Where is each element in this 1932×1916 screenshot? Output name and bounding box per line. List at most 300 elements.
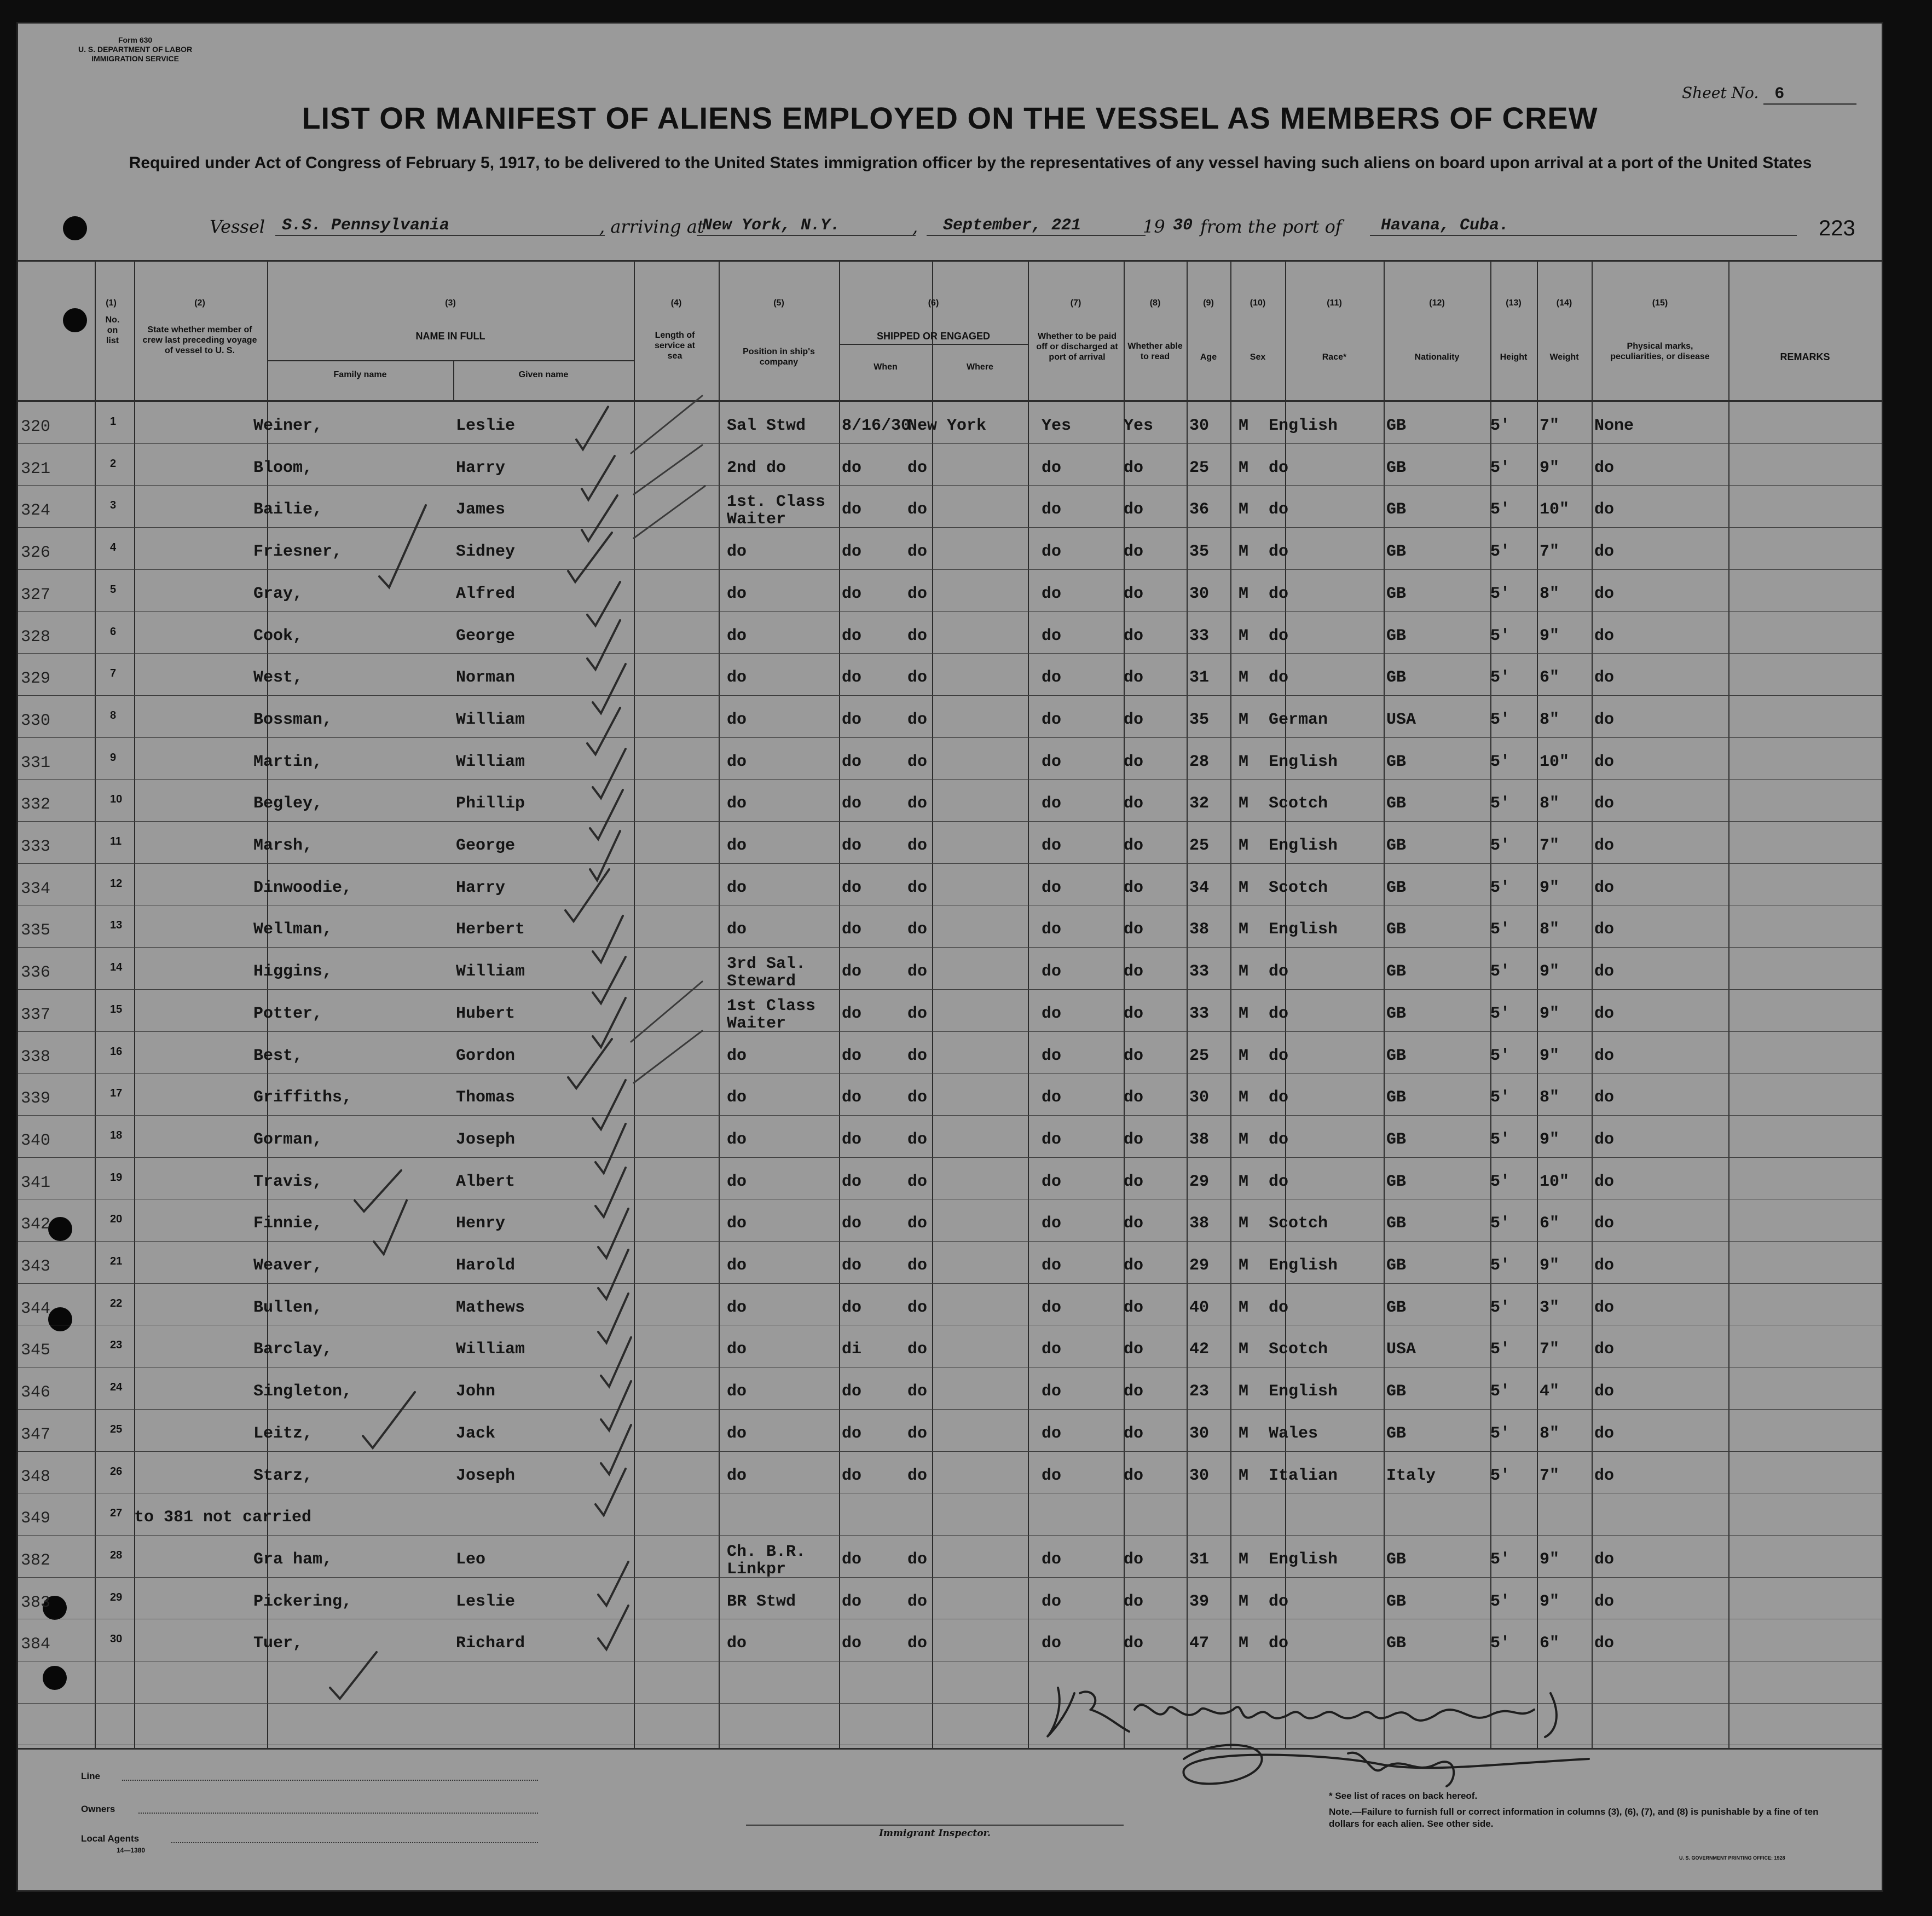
cell-paid: do: [1042, 626, 1062, 645]
cell-height: 5': [1490, 836, 1511, 855]
cell-given: Mathews: [456, 1298, 525, 1317]
when-header: When: [874, 362, 898, 372]
cell-no: 23: [110, 1339, 123, 1352]
check-mark-icon: [330, 1652, 377, 1699]
cell-weight: 7": [1540, 836, 1560, 855]
cell-weight: 9": [1540, 1130, 1560, 1149]
cell-family: Pickering,: [253, 1592, 352, 1611]
cell-ref: 341: [21, 1173, 51, 1192]
page-title: LIST OR MANIFEST OF ALIENS EMPLOYED ON THE VESSEL AS MEMBERS OF CREW: [302, 101, 1598, 135]
line-fill: [122, 1780, 538, 1781]
cell-given: George: [456, 836, 516, 855]
cell-read: do: [1124, 1088, 1144, 1107]
cell-no: 4: [110, 541, 117, 554]
col4-num: (4): [670, 298, 682, 308]
cell-height: 5': [1490, 1382, 1511, 1401]
col12-header: Nationality: [1414, 353, 1460, 362]
cell-height: 5': [1490, 920, 1511, 939]
cell-sex: M: [1239, 417, 1249, 435]
cell-sex: M: [1239, 752, 1249, 771]
inspector-line: [746, 1825, 1124, 1826]
cell-race: do: [1269, 1130, 1289, 1149]
col5-header: Position in ship's company: [743, 347, 815, 367]
cell-race: German: [1269, 710, 1328, 729]
cell-no: 5: [110, 583, 117, 596]
cell-position: do: [727, 1466, 747, 1485]
check-mark-icon: [374, 1201, 407, 1254]
cell-where: do: [907, 962, 928, 982]
cell-paid: do: [1042, 500, 1062, 520]
cell-no: 7: [110, 667, 117, 680]
cell-height: 5': [1490, 1298, 1511, 1317]
cell-where: do: [907, 626, 928, 645]
vessel-label: Vessel: [210, 216, 265, 237]
cell-position-line2: Waiter: [727, 510, 786, 529]
vessel-name: S.S. Pennsylvania: [275, 216, 605, 236]
cell-position: do: [727, 920, 747, 939]
cell-paid: do: [1042, 1298, 1062, 1317]
cell-weight: 7": [1540, 1340, 1560, 1359]
col7-header: Whether to be paid off or discharged at port of arrival: [1036, 332, 1118, 362]
cell-marks: do: [1594, 1214, 1615, 1233]
cell-nat: GB: [1386, 794, 1407, 813]
cell-race: do: [1269, 962, 1289, 982]
cell-position: do: [727, 1046, 747, 1065]
cell-age: 38: [1189, 1130, 1210, 1149]
cell-weight: 10": [1540, 752, 1570, 771]
department-name: U. S. DEPARTMENT OF LABOR: [78, 45, 193, 54]
cell-given: George: [456, 626, 516, 645]
cell-read: do: [1124, 836, 1144, 855]
cell-paid: do: [1042, 1004, 1062, 1023]
cell-sex: M: [1239, 1130, 1249, 1149]
cell-ref: 344: [21, 1299, 51, 1318]
cell-read: do: [1124, 1256, 1144, 1275]
cell-where: do: [907, 1172, 928, 1191]
cell-family: Finnie,: [253, 1214, 323, 1233]
cell-race: English: [1269, 752, 1338, 771]
check-mark-icon: [568, 1039, 612, 1088]
cell-when: do: [842, 458, 862, 477]
cell-race: do: [1269, 543, 1289, 562]
cell-nat: USA: [1386, 1340, 1416, 1359]
cell-height: 5': [1490, 1214, 1511, 1233]
cell-height: 5': [1490, 1004, 1511, 1023]
cell-when: do: [842, 668, 862, 688]
cell-ref: 339: [21, 1089, 51, 1109]
cell-age: 34: [1189, 878, 1210, 897]
cell-read: do: [1124, 500, 1144, 520]
check-mark-icon: [565, 869, 609, 921]
col8-num: (8): [1149, 298, 1161, 308]
cell-race: English: [1269, 1256, 1338, 1275]
cell-ref: 327: [21, 585, 51, 604]
cell-family: Bailie,: [253, 500, 323, 520]
cell-weight: 9": [1540, 1046, 1560, 1065]
cell-position: do: [727, 1634, 747, 1653]
cell-when: do: [842, 543, 862, 562]
cell-height: 5': [1490, 962, 1511, 982]
cell-read: do: [1124, 962, 1144, 982]
cell-race: do: [1269, 1004, 1289, 1023]
cell-where: do: [907, 1592, 928, 1611]
cell-when: do: [842, 500, 862, 520]
cell-race: do: [1269, 1634, 1289, 1653]
col9-num: (9): [1203, 298, 1214, 308]
cell-read: do: [1124, 1550, 1144, 1569]
cell-no: 24: [110, 1381, 123, 1394]
cell-marks: do: [1594, 878, 1615, 897]
cell-marks: do: [1594, 1592, 1615, 1611]
cell-position: 1st. Class: [727, 493, 826, 512]
cell-read: Yes: [1124, 417, 1154, 435]
check-mark-icon: [593, 749, 626, 798]
cell-when: do: [842, 962, 862, 982]
cell-paid: do: [1042, 1592, 1062, 1611]
cell-ref: 337: [21, 1005, 51, 1024]
cell-weight: 8": [1540, 1088, 1560, 1107]
cell-position-line2: Waiter: [727, 1014, 786, 1033]
inspector-signature: [1042, 1677, 1655, 1803]
cell-height: 5': [1490, 1088, 1511, 1107]
cell-read: do: [1124, 1046, 1144, 1065]
cell-paid: do: [1042, 1424, 1062, 1443]
cell-no: 9: [110, 751, 117, 764]
arrival-port: New York, N.Y.: [697, 216, 916, 236]
family-name-header: Family name: [333, 370, 387, 379]
col6-num: (6): [928, 298, 939, 308]
cell-nat: GB: [1386, 1550, 1407, 1569]
cell-weight: 6": [1540, 668, 1560, 688]
pencil-stroke: [631, 396, 702, 453]
local-agents-label: Local Agents: [81, 1833, 140, 1844]
cell-family: Leitz,: [253, 1424, 313, 1443]
cell-when: di: [842, 1340, 862, 1359]
col11-header: Race*: [1322, 353, 1347, 362]
cell-where: do: [907, 1340, 928, 1359]
page-number: 223: [1819, 216, 1855, 240]
cell-when: do: [842, 1256, 862, 1275]
cell-no: 15: [110, 1003, 123, 1015]
cell-nat: GB: [1386, 920, 1407, 939]
cell-weight: 8": [1540, 1424, 1560, 1443]
cell-ref: 338: [21, 1047, 51, 1066]
cell-height: 5': [1490, 794, 1511, 813]
cell-ref: 382: [21, 1551, 51, 1570]
cell-sex: M: [1239, 500, 1249, 520]
cell-age: 30: [1189, 584, 1210, 603]
check-mark-icon: [598, 1606, 628, 1649]
cell-position-line2: Linkpr: [727, 1560, 786, 1579]
cell-marks: None: [1594, 417, 1634, 435]
cell-no: 28: [110, 1549, 123, 1561]
cell-age: 31: [1189, 1550, 1210, 1569]
cell-age: 28: [1189, 752, 1210, 771]
cell-when: do: [842, 1214, 862, 1233]
cell-nat: GB: [1386, 1004, 1407, 1023]
cell-where: do: [907, 584, 928, 603]
check-marks: [18, 24, 1882, 1890]
cell-weight: 7": [1540, 417, 1560, 435]
col15-header: Physical marks, peculiarities, or disease: [1610, 342, 1710, 361]
cell-race: do: [1269, 668, 1289, 688]
service-name: IMMIGRATION SERVICE: [91, 54, 179, 63]
cell-given: Leslie: [456, 417, 516, 435]
check-mark-icon: [601, 1425, 631, 1474]
given-name-header: Given name: [518, 370, 569, 379]
cell-weight: 10": [1540, 1172, 1570, 1191]
line-label: Line: [81, 1771, 100, 1781]
cell-given: James: [456, 500, 506, 520]
cell-paid: do: [1042, 752, 1062, 771]
cell-race: Scotch: [1269, 1340, 1328, 1359]
cell-where: do: [907, 836, 928, 855]
cell-sex: M: [1239, 962, 1249, 982]
cell-read: do: [1124, 1004, 1144, 1023]
check-mark-icon: [363, 1392, 415, 1448]
cell-weight: 9": [1540, 962, 1560, 982]
cell-read: do: [1124, 1172, 1144, 1191]
cell-where: do: [907, 1634, 928, 1653]
cell-age: 42: [1189, 1340, 1210, 1359]
cell-ref: 324: [21, 501, 51, 521]
cell-age: 33: [1189, 626, 1210, 645]
cell-read: do: [1124, 1424, 1144, 1443]
cell-nat: GB: [1386, 1172, 1407, 1191]
cell-ref: 321: [21, 459, 51, 478]
cell-nat: GB: [1386, 626, 1407, 645]
cell-age: 25: [1189, 836, 1210, 855]
cell-position: do: [727, 1088, 747, 1107]
cell-read: do: [1124, 1382, 1144, 1401]
cell-nat: GB: [1386, 668, 1407, 688]
cell-sex: M: [1239, 710, 1249, 729]
cell-when: do: [842, 920, 862, 939]
cell-no: 19: [110, 1171, 123, 1184]
cell-position: 1st Class: [727, 996, 816, 1015]
cell-given: Henry: [456, 1214, 506, 1233]
cell-family: Friesner,: [253, 543, 343, 562]
cell-given: Joseph: [456, 1130, 516, 1149]
cell-read: do: [1124, 878, 1144, 897]
cell-when: do: [842, 1088, 862, 1107]
check-mark-icon: [379, 505, 426, 587]
cell-marks: do: [1594, 1256, 1615, 1275]
cell-height: 5': [1490, 1340, 1511, 1359]
cell-race: do: [1269, 1592, 1289, 1611]
cell-marks: do: [1594, 710, 1615, 729]
cell-read: do: [1124, 626, 1144, 645]
cell-read: do: [1124, 1592, 1144, 1611]
form-number: Form 630: [118, 36, 153, 44]
cell-position: do: [727, 794, 747, 813]
cell-sex: M: [1239, 458, 1249, 477]
cell-marks: do: [1594, 1424, 1615, 1443]
cell-marks: do: [1594, 1466, 1615, 1485]
cell-position-line2: Steward: [727, 972, 796, 991]
cell-when: 8/16/30: [842, 417, 911, 435]
cell-position: do: [727, 1340, 747, 1359]
cell-sex: M: [1239, 1592, 1249, 1611]
cell-where: do: [907, 1130, 928, 1149]
cell-given: Phillip: [456, 794, 525, 813]
cell-weight: 4": [1540, 1382, 1560, 1401]
cell-marks: do: [1594, 1172, 1615, 1191]
cell-age: 38: [1189, 1214, 1210, 1233]
cell-weight: 10": [1540, 500, 1570, 520]
cell-read: do: [1124, 668, 1144, 688]
race-note: * See list of races on back hereof.: [1329, 1791, 1478, 1801]
cell-no: 18: [110, 1129, 123, 1141]
check-mark-icon: [587, 708, 620, 754]
cell-family: West,: [253, 668, 303, 688]
cell-read: do: [1124, 1466, 1144, 1485]
cell-family: Higgins,: [253, 962, 333, 982]
cell-nat: GB: [1386, 458, 1407, 477]
cell-sex: M: [1239, 836, 1249, 855]
penalty-note: Note.—Failure to furnish full or correct information in columns (3), (6), (7), and (8) is punishable by a fine of ten dollars for each alien. See other side.: [1329, 1807, 1819, 1829]
cell-weight: 8": [1540, 710, 1560, 729]
cell-age: 31: [1189, 668, 1210, 688]
cell-when: do: [842, 1592, 862, 1611]
cell-given: Leo: [456, 1550, 486, 1569]
cell-given: Sidney: [456, 543, 516, 562]
cell-marks: do: [1594, 1004, 1615, 1023]
cell-sex: M: [1239, 543, 1249, 562]
cell-height: 5': [1490, 1550, 1511, 1569]
cell-when: do: [842, 1634, 862, 1653]
cell-nat: GB: [1386, 1298, 1407, 1317]
cell-given: Herbert: [456, 920, 525, 939]
check-mark-icon: [355, 1170, 401, 1211]
immigrant-inspector-label: Immigrant Inspector.: [879, 1828, 991, 1839]
cell-where: do: [907, 1046, 928, 1065]
cell-when: do: [842, 836, 862, 855]
cell-where: do: [907, 1550, 928, 1569]
cell-paid: do: [1042, 1256, 1062, 1275]
cell-family: Griffiths,: [253, 1088, 352, 1107]
cell-position: BR Stwd: [727, 1592, 796, 1611]
cell-when: do: [842, 878, 862, 897]
cell-when: do: [842, 1424, 862, 1443]
cell-nat: Italy: [1386, 1466, 1436, 1485]
cell-family: Bullen,: [253, 1298, 323, 1317]
cell-nat: GB: [1386, 1634, 1407, 1653]
cell-race: English: [1269, 836, 1338, 855]
cell-where: do: [907, 794, 928, 813]
cell-where: do: [907, 1004, 928, 1023]
cell-age: 30: [1189, 1088, 1210, 1107]
cell-weight: 7": [1540, 1466, 1560, 1485]
cell-age: 29: [1189, 1172, 1210, 1191]
cell-family: Gorman,: [253, 1130, 323, 1149]
cell-weight: 9": [1540, 458, 1560, 477]
cell-given: John: [456, 1382, 496, 1401]
cell-height: 5': [1490, 710, 1511, 729]
cell-nat: GB: [1386, 1046, 1407, 1065]
cell-height: 5': [1490, 668, 1511, 688]
cell-position: do: [727, 878, 747, 897]
cell-given: William: [456, 1340, 525, 1359]
cell-height: 5': [1490, 417, 1511, 435]
cell-nat: GB: [1386, 584, 1407, 603]
cell-sex: M: [1239, 1382, 1249, 1401]
cell-age: 33: [1189, 1004, 1210, 1023]
cell-read: do: [1124, 543, 1144, 562]
cell-where: do: [907, 1088, 928, 1107]
cell-given: Albert: [456, 1172, 516, 1191]
col10-header: Sex: [1250, 353, 1266, 362]
cell-when: do: [842, 794, 862, 813]
cell-family: Weiner,: [253, 417, 323, 435]
comma-separator: ,: [912, 216, 918, 237]
cell-weight: 9": [1540, 1550, 1560, 1569]
cell-no: 11: [110, 835, 122, 847]
cell-read: do: [1124, 920, 1144, 939]
cell-position: do: [727, 1382, 747, 1401]
cell-sex: M: [1239, 878, 1249, 897]
cell-height: 5': [1490, 752, 1511, 771]
cell-height: 5': [1490, 626, 1511, 645]
cell-nat: GB: [1386, 878, 1407, 897]
cell-ref: 331: [21, 753, 51, 772]
cell-position: do: [727, 1298, 747, 1317]
cell-height: 5': [1490, 1466, 1511, 1485]
cell-where: do: [907, 1298, 928, 1317]
cell-given: Thomas: [456, 1088, 516, 1107]
cell-weight: 9": [1540, 1004, 1560, 1023]
cell-nat: GB: [1386, 962, 1407, 982]
col8-header: Whether able to read: [1127, 342, 1183, 361]
departure-port: Havana, Cuba.: [1370, 216, 1797, 236]
cell-marks: do: [1594, 1298, 1615, 1317]
cell-paid: do: [1042, 1172, 1062, 1191]
cell-read: do: [1124, 1298, 1144, 1317]
cell-when: do: [842, 1172, 862, 1191]
cell-family: Cook,: [253, 626, 303, 645]
cell-sex: M: [1239, 584, 1249, 603]
cell-race: English: [1269, 417, 1338, 435]
cell-when: do: [842, 1298, 862, 1317]
col10-num: (10): [1250, 298, 1266, 308]
cell-height: 5': [1490, 1424, 1511, 1443]
cell-age: 33: [1189, 962, 1210, 982]
cell-when: do: [842, 584, 862, 603]
cell-age: 29: [1189, 1256, 1210, 1275]
pencil-stroke: [634, 1031, 702, 1083]
col6-header: SHIPPED OR ENGAGED: [876, 331, 991, 342]
cell-family: Wellman,: [253, 920, 333, 939]
page-subtitle: Required under Act of Congress of February 5, 1917, to be delivered to the United States immigration officer by the representatives of any vessel having such aliens on board upon arrival at a port of the United States: [129, 154, 1812, 172]
cell-marks: do: [1594, 1130, 1615, 1149]
cell-marks: do: [1594, 752, 1615, 771]
cell-read: do: [1124, 794, 1144, 813]
cell-marks: do: [1594, 668, 1615, 688]
cell-ref: 333: [21, 838, 51, 856]
cell-position: do: [727, 626, 747, 645]
cell-where: do: [907, 752, 928, 771]
arrival-year: 30: [1173, 216, 1193, 235]
cell-age: 30: [1189, 417, 1210, 435]
cell-age: 38: [1189, 920, 1210, 939]
cell-no: 27: [110, 1507, 123, 1520]
cell-race: do: [1269, 1298, 1289, 1317]
cell-given: Harry: [456, 458, 506, 477]
cell-when: do: [842, 1046, 862, 1065]
cell-ref: 335: [21, 921, 51, 940]
cell-paid: do: [1042, 584, 1062, 603]
cell-no: 8: [110, 709, 117, 722]
